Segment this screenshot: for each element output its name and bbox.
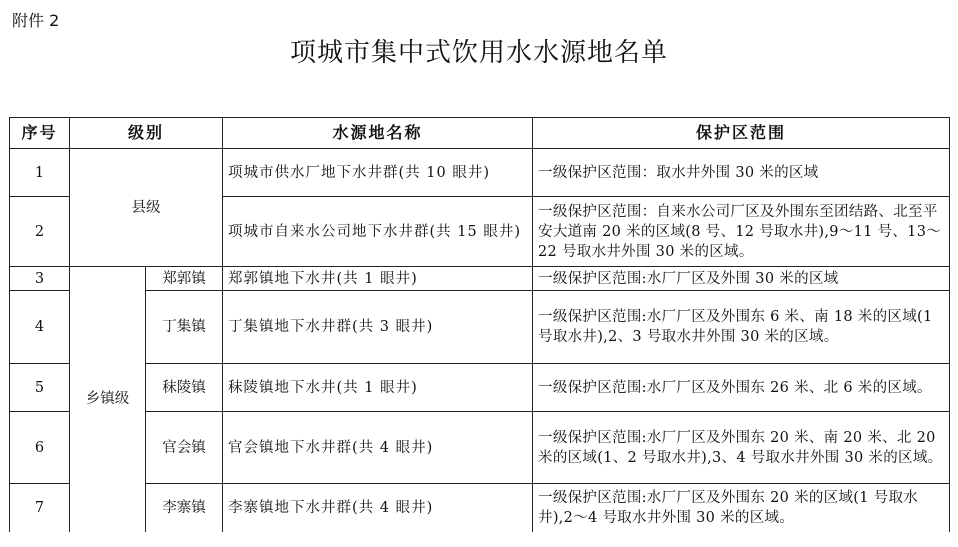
row-name: 丁集镇地下水井群(共 3 眼井) (223, 291, 533, 364)
row-range: 一级保护区范围:水厂厂区及外围东 6 米、南 18 米的区域(1 号取水井),2、3 号取水井外围 30 米的区域。 (533, 291, 950, 364)
document-title: 项城市集中式饮用水水源地名单 (289, 38, 668, 68)
row-range: 一级保护区范围:水厂厂区及外围东 26 米、北 6 米的区域。 (533, 364, 950, 412)
row-town: 李寨镇 (146, 484, 223, 532)
row-name: 项城市自来水公司地下水井群(共 15 眼井) (223, 197, 533, 267)
table-row (10, 484, 950, 532)
water-source-table (9, 117, 950, 532)
level-town: 乡镇级 (70, 267, 146, 532)
header-range: 保护区范围 (533, 118, 950, 149)
row-seq: 7 (10, 484, 70, 532)
row-seq: 3 (10, 267, 70, 291)
row-town: 丁集镇 (146, 291, 223, 364)
row-seq: 5 (10, 364, 70, 412)
row-range: 一级保护区范围:水厂厂区及外围 30 米的区域 (533, 267, 950, 291)
row-range: 一级保护区范围:水厂厂区及外围东 20 米、南 20 米、北 20 米的区域(1、2 号取水井),3、4 号取水井外围 30 米的区域。 (533, 412, 950, 484)
header-level: 级别 (70, 118, 223, 149)
row-range: 一级保护区范围：取水井外围 30 米的区域 (533, 149, 950, 197)
row-seq: 4 (10, 291, 70, 364)
row-name: 秣陵镇地下水井(共 1 眼井) (223, 364, 533, 412)
row-name: 郑郭镇地下水井(共 1 眼井) (223, 267, 533, 291)
table-row (10, 412, 950, 484)
row-name: 官会镇地下水井群(共 4 眼井) (223, 412, 533, 484)
table-row (10, 291, 950, 364)
header-seq: 序号 (10, 118, 70, 149)
table-row (10, 267, 950, 291)
row-name: 项城市供水厂地下水井群(共 10 眼井) (223, 149, 533, 197)
table-row (10, 364, 950, 412)
table-row (10, 149, 950, 197)
row-seq: 1 (10, 149, 70, 197)
row-town: 郑郭镇 (146, 267, 223, 291)
row-range: 一级保护区范围：自来水公司厂区及外围东至团结路、北至平安大道南 20 米的区域(8 号、12 号取水井),9～11 号、13～22 号取水井外围 30 米的区域。 (533, 197, 950, 267)
table-header-row (10, 118, 950, 149)
row-seq: 2 (10, 197, 70, 267)
row-name: 李寨镇地下水井群(共 4 眼井) (223, 484, 533, 532)
row-seq: 6 (10, 412, 70, 484)
header-name: 水源地名称 (223, 118, 533, 149)
level-county: 县级 (70, 149, 223, 267)
row-range: 一级保护区范围:水厂厂区及外围东 20 米的区域(1 号取水井),2～4 号取水井外围 30 米的区域。 (533, 484, 950, 532)
row-town: 官会镇 (146, 412, 223, 484)
appendix-label: 附件 2 (12, 11, 60, 30)
row-town: 秣陵镇 (146, 364, 223, 412)
